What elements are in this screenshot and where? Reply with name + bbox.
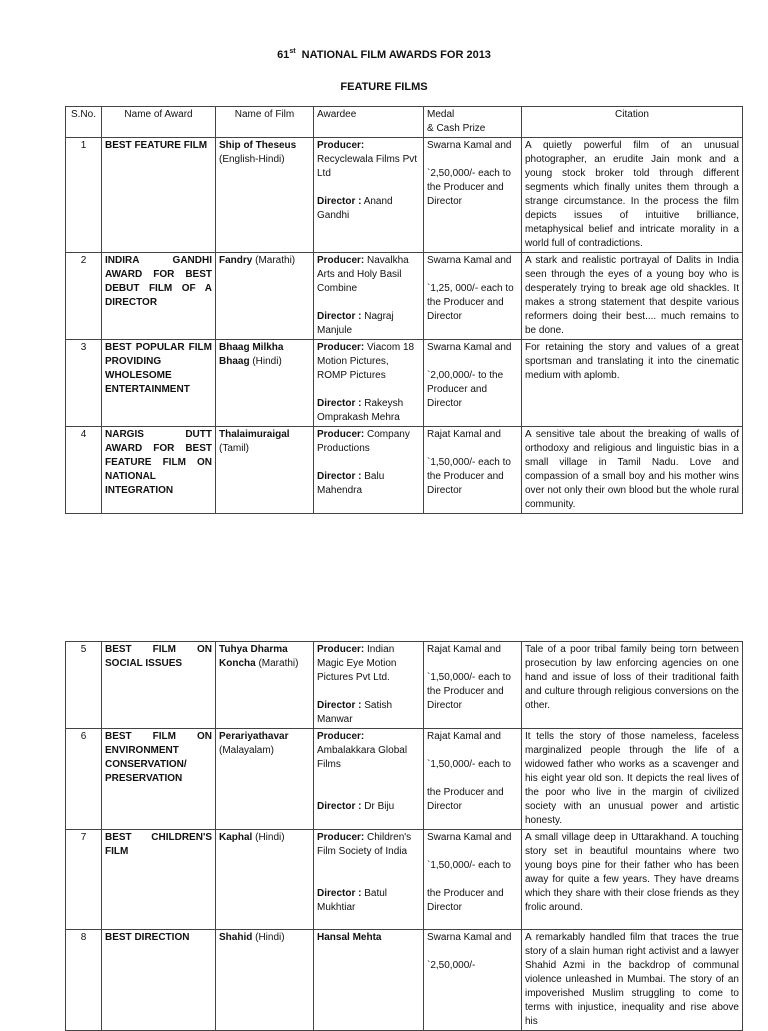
document-subtitle: FEATURE FILMS (340, 81, 428, 93)
director-name: Balu Mahendra (317, 471, 385, 496)
director-name: Batul Mukhtiar (317, 888, 388, 913)
film-language: (Hindi) (255, 832, 285, 843)
medal-name: Swarna Kamal and (427, 832, 512, 843)
cash-prize: `2,50,000/- (427, 960, 476, 971)
cash-prize-recipient: the Producer and Director (427, 888, 504, 913)
row-citation: A small village deep in Uttarakhand. A touching story set in beautiful mountains where two young boys pine for their father who has been away for quite a few years. They have dreams which they share with their close friends as they frolic around. (522, 830, 743, 930)
film-name: Tuhya Dharma Koncha (219, 644, 288, 669)
director-label: Director : (317, 471, 362, 482)
table-row (66, 340, 743, 427)
film-language: (Hindi) (255, 932, 285, 943)
row-film (216, 253, 314, 340)
film-name: Fandry (219, 255, 253, 266)
header-sno: S.No. (66, 107, 102, 138)
table-row (66, 930, 743, 1031)
row-film (216, 642, 314, 729)
row-award-name: BEST CHILDREN'S FILM (102, 830, 216, 930)
cash-prize: `1,50,000/- each to (427, 860, 511, 871)
row-sno: 2 (66, 253, 102, 340)
film-language: (Marathi) (255, 255, 296, 266)
director-name: Rakeysh Omprakash Mehra (317, 398, 404, 423)
row-citation: A sensitive tale about the breaking of walls of orthodoxy and religious and linguistic bias in a small village in Tamil Nadu. Love and compassion of a small boy and his mother wins over not only their own blood but the whole rural community. (522, 427, 743, 514)
producer-label: Producer: (317, 140, 365, 151)
producer-name: Recyclewala Films Pvt Ltd (317, 154, 418, 179)
row-sno: 1 (66, 138, 102, 253)
title-number: 61 (277, 49, 290, 61)
medal-name: Rajat Kamal and (427, 644, 501, 655)
row-medal (424, 930, 522, 1031)
cash-prize: `1,50,000/- each to the Producer and Director (427, 457, 511, 496)
cash-prize: `1,50,000/- each to (427, 759, 511, 770)
director-label: Director : (317, 888, 362, 899)
director-label: Director : (317, 700, 362, 711)
director-name: Dr Biju (364, 801, 395, 812)
row-medal (424, 138, 522, 253)
medal-name: Swarna Kamal and (427, 342, 512, 353)
row-awardee (314, 642, 424, 729)
row-awardee (314, 930, 424, 1031)
director-name: Satish Manwar (317, 700, 393, 725)
film-name: Ship of Theseus (219, 140, 297, 151)
row-medal (424, 830, 522, 930)
cash-prize: `2,00,000/- to the Producer and Director (427, 370, 504, 409)
film-language: (Marathi) (258, 658, 299, 669)
film-language: (Tamil) (219, 443, 249, 454)
row-awardee (314, 138, 424, 253)
row-award-name: BEST FILM ON SOCIAL ISSUES (102, 642, 216, 729)
row-medal (424, 642, 522, 729)
producer-name: Viacom 18 Motion Pictures, ROMP Pictures (317, 342, 415, 381)
director-name: Anand Gandhi (317, 196, 393, 221)
row-award-name: INDIRA GANDHI AWARD FOR BEST DEBUT FILM OF A DIRECTOR (102, 253, 216, 340)
row-awardee (314, 729, 424, 830)
row-film (216, 729, 314, 830)
cash-prize: `2,50,000/- each to the Producer and Director (427, 168, 511, 207)
cash-prize: `1,25, 000/- each to the Producer and Director (427, 283, 514, 322)
director-label: Director : (317, 196, 362, 207)
film-name: Bhaag Milkha Bhaag (219, 342, 284, 367)
row-awardee (314, 340, 424, 427)
row-medal (424, 340, 522, 427)
table-row (66, 830, 743, 930)
row-medal (424, 729, 522, 830)
row-award-name: NARGIS DUTT AWARD FOR BEST FEATURE FILM ON NATIONAL INTEGRATION (102, 427, 216, 514)
awardee-name: Hansal Mehta (317, 932, 382, 943)
table-row (66, 427, 743, 514)
title-superscript: st (289, 48, 296, 55)
medal-name: Swarna Kamal and (427, 255, 512, 266)
producer-label: Producer: (317, 342, 365, 353)
row-sno: 8 (66, 930, 102, 1031)
film-name: Shahid (219, 932, 253, 943)
row-awardee (314, 253, 424, 340)
row-award-name: BEST FEATURE FILM (102, 138, 216, 253)
film-name: Perariyathavar (219, 731, 289, 742)
table-row (66, 642, 743, 729)
producer-label: Producer: (317, 832, 365, 843)
awards-table-page-2 (65, 641, 743, 1031)
table-header-row (66, 107, 743, 138)
row-citation: It tells the story of those nameless, faceless marginalized people through the life of a widowed father who works as a scavenger and his eight year old son. It depicts the real lives of the poor who live in the margin of civilized society with an unusual power and artistic honesty. (522, 729, 743, 830)
row-sno: 4 (66, 427, 102, 514)
row-film (216, 830, 314, 930)
row-citation: Tale of a poor tribal family being torn between prosecution by law enforcing agencies on one hand and issue of loss of their traditional faith and culture through religious conversions on the other. (522, 642, 743, 729)
film-name: Thalaimuraigal (219, 429, 290, 440)
cash-prize: `1,50,000/- each to the Producer and Director (427, 672, 511, 711)
row-citation: A remarkably handled film that traces the true story of a slain human right activist and a lawyer Shahid Azmi in the backdrop of communal violence unleashed in Mumbai. The story of an impoverished Muslim struggling to come to terms with injustice, inequality and rise above his (522, 930, 743, 1031)
row-sno: 3 (66, 340, 102, 427)
row-awardee (314, 830, 424, 930)
document-title (0, 48, 768, 62)
header-medal-line1: Medal (427, 109, 455, 120)
row-awardee (314, 427, 424, 514)
medal-name: Swarna Kamal and (427, 932, 512, 943)
row-citation: For retaining the story and values of a great sportsman and translating it into the cinematic medium with aplomb. (522, 340, 743, 427)
table-row (66, 138, 743, 253)
row-award-name: BEST POPULAR FILM PROVIDING WHOLESOME ENTERTAINMENT (102, 340, 216, 427)
director-label: Director : (317, 801, 362, 812)
medal-name: Rajat Kamal and (427, 731, 501, 742)
row-sno: 7 (66, 830, 102, 930)
film-language: (Malayalam) (219, 745, 275, 756)
row-citation: A quietly powerful film of an unusual photographer, an erudite Jain monk and a young stock broker told through different segments which finally unites them through a strange circumstance. In the process the film depicts issues of intuitive brilliance, metaphysical belief and intricate morality in a world full of contradictions. (522, 138, 743, 253)
row-award-name: BEST FILM ON ENVIRONMENT CONSERVATION/ PRESERVATION (102, 729, 216, 830)
director-name: Nagraj Manjule (317, 311, 394, 336)
producer-name: Indian Magic Eye Motion Pictures Pvt Ltd. (317, 644, 397, 683)
producer-label: Producer: (317, 255, 365, 266)
director-label: Director : (317, 311, 362, 322)
awards-table-page-1 (65, 106, 743, 514)
header-medal (424, 107, 522, 138)
producer-name: Navalkha Arts and Holy Basil Combine (317, 255, 409, 294)
header-awardee: Awardee (314, 107, 424, 138)
header-film: Name of Film (216, 107, 314, 138)
row-sno: 6 (66, 729, 102, 830)
title-text: NATIONAL FILM AWARDS FOR 2013 (301, 49, 491, 61)
table-row (66, 729, 743, 830)
row-medal (424, 427, 522, 514)
medal-name: Rajat Kamal and (427, 429, 501, 440)
director-label: Director : (317, 398, 362, 409)
table-row (66, 253, 743, 340)
producer-name: Ambalakkara Global Films (317, 745, 408, 770)
row-film (216, 930, 314, 1031)
producer-label: Producer: (317, 644, 365, 655)
row-film (216, 138, 314, 253)
medal-name: Swarna Kamal and (427, 140, 512, 151)
producer-name: Children's Film Society of India (317, 832, 412, 857)
row-award-name: BEST DIRECTION (102, 930, 216, 1031)
row-film (216, 427, 314, 514)
header-medal-line2: & Cash Prize (427, 123, 486, 134)
film-name: Kaphal (219, 832, 253, 843)
row-citation: A stark and realistic portrayal of Dalits in India seen through the eyes of a young boy who is desperately trying to break age old shackles. It makes a strong statement that despite various reformers doing their best.... much remains to be done. (522, 253, 743, 340)
row-sno: 5 (66, 642, 102, 729)
film-language: (Hindi) (252, 356, 282, 367)
row-film (216, 340, 314, 427)
header-citation: Citation (522, 107, 743, 138)
header-award: Name of Award (102, 107, 216, 138)
producer-label: Producer: (317, 731, 365, 742)
film-language: (English-Hindi) (219, 154, 285, 165)
producer-name: Company Productions (317, 429, 410, 454)
row-medal (424, 253, 522, 340)
cash-prize-recipient: the Producer and Director (427, 787, 504, 812)
producer-label: Producer: (317, 429, 365, 440)
